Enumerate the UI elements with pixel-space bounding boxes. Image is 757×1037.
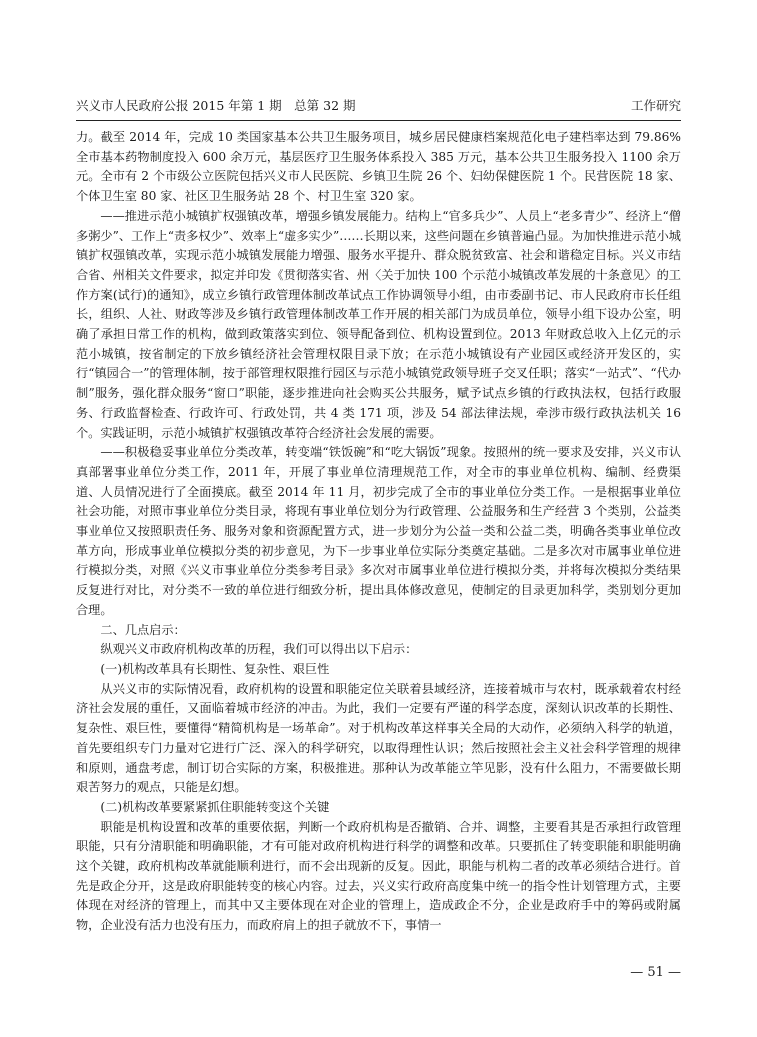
header-divider — [76, 120, 681, 121]
subheading-long-term: (一)机构改革具有长期性、复杂性、艰巨性 — [100, 661, 330, 676]
paragraph-function-transform: 职能是机构设置和改革的重要依据，判断一个政府机构是否撤销、合并、调整，主要看其是否承担行政管理职能，只有分清职能和明确职能，才有可能对政府机构进行科学的调整和改革。只要抓住了转变职能和职能明确这个关键，政府机构改革就能顺利进行，而不会出现新的反复。因此，职能与机构二者的改革必须结合进行。首先是政企分开，这是政府职能转变的核心内容。过去，兴义实行政府高度集中统一的指令性计划管理方式，主要体现在对经济的管理上，而其中又主要体现在对企业的管理上，造成政企不分，企业是政府手中的筹码或附属物，企业没有活力也没有压力，而政府肩上的担子就放不下，事情一 — [76, 819, 681, 933]
section-title: 工作研究 — [630, 98, 681, 113]
article-body — [76, 128, 681, 936]
paragraph-institution-classification: ——积极稳妥事业单位分类改革，转变端“铁饭碗”和“吃大锅饭”现象。按照州的统一要求及安排，兴义市认真部署事业单位分类工作，2011 年，开展了事业单位清理规范工作，对全市的事业单位机构、编制、经费渠道、人员情况进行了全面摸底。截至 2014 年 11 月，初步完成了全市的事业单位分类工作。一是根据事业单位社会功能，对照市事业单位分类目录，将现有事业单位划分为行政管理、公益服务和生产经营 3 个类别，公益类事业单位又按照职责任务、服务对象和资源配置方式，进一步划分为公益一类和公益二类，明确各类事业单位改革方向，形成事业单位模拟分类的初步意见，为下一步事业单位实际分类奠定基础。二是多次对市属事业单位进行模拟分类，对照《兴义市事业单位分类参考目录》多次对市属事业单位进行模拟分类，并将每次模拟分类结果反复进行对比，对分类不一致的单位进行细致分析，提出具体修改意见，使制定的目录更加科学，类别划分更加合理。 — [76, 445, 681, 617]
paragraph-insights-intro: 纵观兴义市政府机构改革的历程，我们可以得出以下启示： — [100, 642, 418, 657]
page-header — [76, 96, 681, 116]
paragraph-health-services: 力。截至 2014 年，完成 10 类国家基本公共卫生服务项目，城乡居民健康档案规范化电子建档率达到 79.86%全市基本药物制度投入 600 余万元，基层医疗卫生服务体系投入 385 万元，基本公共卫生服务投入 1100 余万元。全市有 2 个市级公立医院包括兴义市人民医院、乡镇卫生院 26 个、妇幼保健医院 1 个。民营医院 18 家、个体卫生室 80 家、社区卫生服务站 28 个、村卫生室 320 家。 — [76, 130, 681, 204]
section-heading-insights: 二、几点启示： — [100, 622, 186, 637]
subheading-function-transform: (二)机构改革要紧紧抓住职能转变这个关键 — [100, 799, 330, 814]
journal-title: 兴义市人民政府公报 2015 年第 1 期 总第 32 期 — [76, 98, 356, 113]
paragraph-long-term: 从兴义市的实际情况看，政府机构的设置和职能定位关联着县域经济，连接着城市与农村，既承载着农村经济社会发展的重任，又面临着城市经济的冲击。为此，我们一定要有严谨的科学态度，深刻认识改革的长期性、复杂性、艰巨性，要懂得“精简机构是一场革命”。对于机构改革这样事关全局的大动作，必须纳入科学的轨道，首先要组织专门力量对它进行广泛、深入的科学研究，以取得理性认识；然后按照社会主义社会科学管理的规律和原则，通盘考虑，制订切合实际的方案，积极推进。那种认为改革能立竿见影，没有什么阻力，不需要做长期艰苦努力的观点，只能是幻想。 — [76, 681, 681, 795]
paragraph-town-reform: ——推进示范小城镇扩权强镇改革，增强乡镇发展能力。结构上“官多兵少”、人员上“老多青少”、经济上“僧多粥少”、工作上“责多权少”、效率上“虚多实少”……长期以来，这些问题在乡镇普遍凸显。为加快推进示范小城镇扩权强镇改革，实现示范小城镇发展能力增强、服务水平提升、群众脱贫致富、社会和谐稳定目标。兴义市结合省、州相关文件要求，拟定并印发《贯彻落实省、州〈关于加快 100 个示范小城镇改革发展的十条意见〉的工作方案(试行)的通知》，成立乡镇行政管理体制改革试点工作协调领导小组，由市委副书记、市人民政府市长任组长，组织、人社、财政等涉及乡镇行政管理体制改革工作开展的相关部门为成员单位，领导小组下设办公室，明确了承担日常工作的机构，做到政策落实到位、领导配备到位、机构设置到位。2013 年财政总收入上亿元的示范小城镇，按省制定的下放乡镇经济社会管理权限目录下放；在示范小城镇设有产业园区或经济开发区的，实行“镇园合一”的管理体制，按于部管理权限推行园区与示范小城镇党政领导班子交叉任职；落实“一站式”、“代办制”服务，强化群众服务“窗口”职能，逐步推进向社会购买公共服务，赋予试点乡镇的行政执法权，包括行政服务、行政监督检查、行政许可、行政处罚，共 4 类 171 项，涉及 54 部法律法规，牵涉市级行政执法机关 16 个。实践证明，示范小城镇扩权强镇改革符合经济社会发展的需要。 — [76, 208, 681, 440]
page-number: — 51 — — [630, 965, 681, 980]
